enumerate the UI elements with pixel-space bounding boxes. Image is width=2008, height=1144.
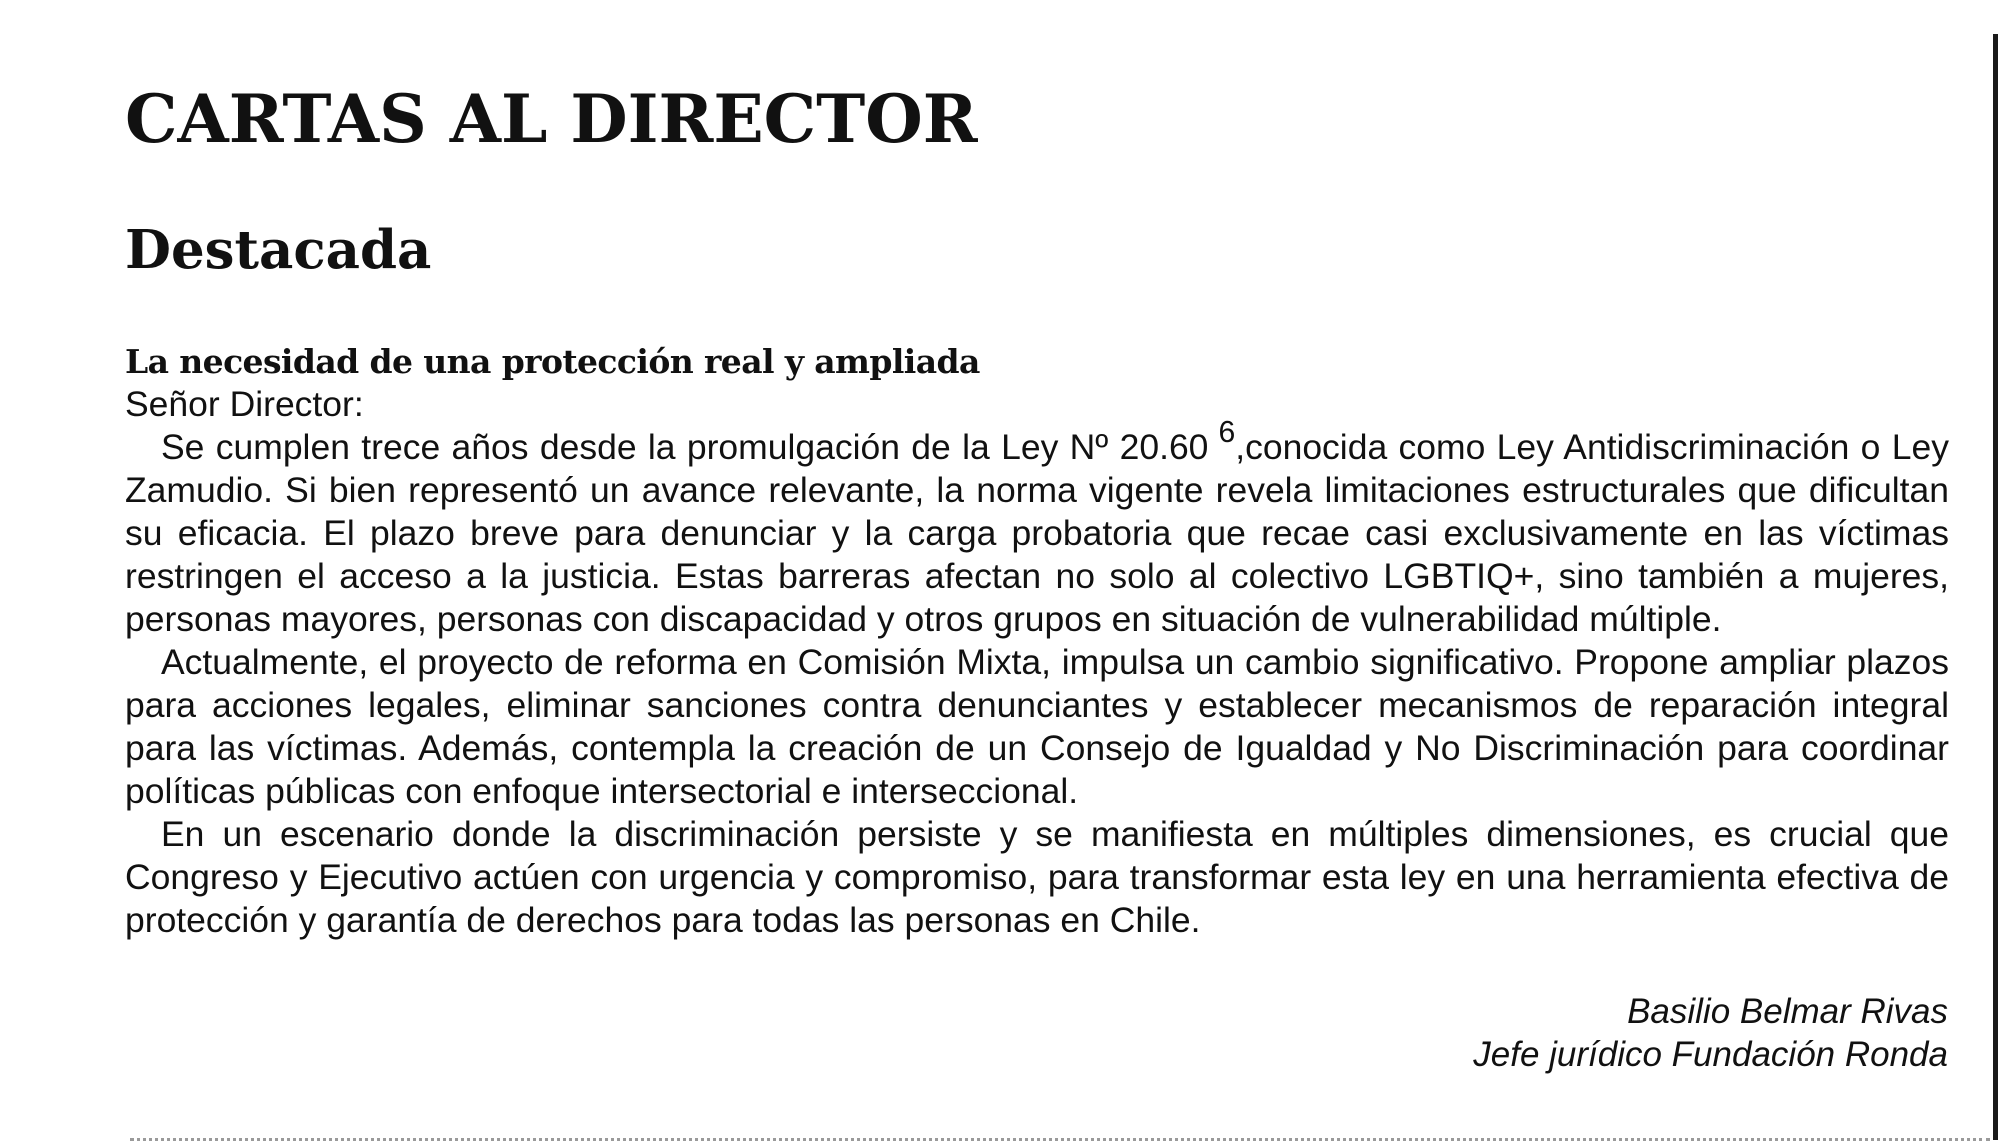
letter-title: La necesidad de una protección real y ampliada	[125, 342, 980, 381]
letter-paragraph-1	[125, 416, 1949, 641]
paragraph-1-text-end: ,conocida como Ley Antidiscriminación o Ley Zamudio. Si bien representó un avance relevante, la norma vigente revela limitaciones estructurales que dificultan su eficacia. El plazo breve para denunciar y la carga probatoria que recae casi exclusivamente en las víctimas restringen el acceso a la justicia. Estas barreras afectan no solo al colectivo LGBTIQ+, sino también a mujeres, personas mayores, personas con discapacidad y otros grupos en situación de vulnerabilidad múltiple.	[125, 427, 1949, 639]
letter-paragraph-2: Actualmente, el proyecto de reforma en Comisión Mixta, impulsa un cambio significativo. Propone ampliar plazos para acciones legales, eliminar sanciones contra denunciantes y establecer mecanismos de reparación integral para las víctimas. Además, contempla la creación de un Consejo de Igualdad y No Discriminación para coordinar políticas públicas con enfoque intersectorial e interseccional.	[125, 642, 1949, 811]
subsection-title: Destacada	[125, 219, 432, 281]
signature-role: Jefe jurídico Fundación Ronda	[1473, 1035, 1948, 1074]
letter-salutation: Señor Director:	[125, 384, 364, 424]
letter-signature	[1473, 990, 1948, 1076]
column-divider-rule	[1993, 34, 1998, 1140]
section-title: CARTAS AL DIRECTOR	[125, 80, 978, 158]
bottom-dotted-rule	[130, 1138, 1990, 1141]
letter-body	[125, 340, 1949, 942]
signature-name: Basilio Belmar Rivas	[1627, 992, 1948, 1031]
paragraph-1-superscript: 6	[1218, 416, 1236, 450]
letter-paragraph-3: En un escenario donde la discriminación persiste y se manifiesta en múltiples dimensiones, es crucial que Congreso y Ejecutivo actúen con urgencia y compromiso, para transformar esta ley en una herramienta efectiva de protección y garantía de derechos para todas las personas en Chile.	[125, 814, 1949, 940]
paragraph-1-text-start: Se cumplen trece años desde la promulgación de la Ley Nº 20.60	[161, 427, 1209, 467]
